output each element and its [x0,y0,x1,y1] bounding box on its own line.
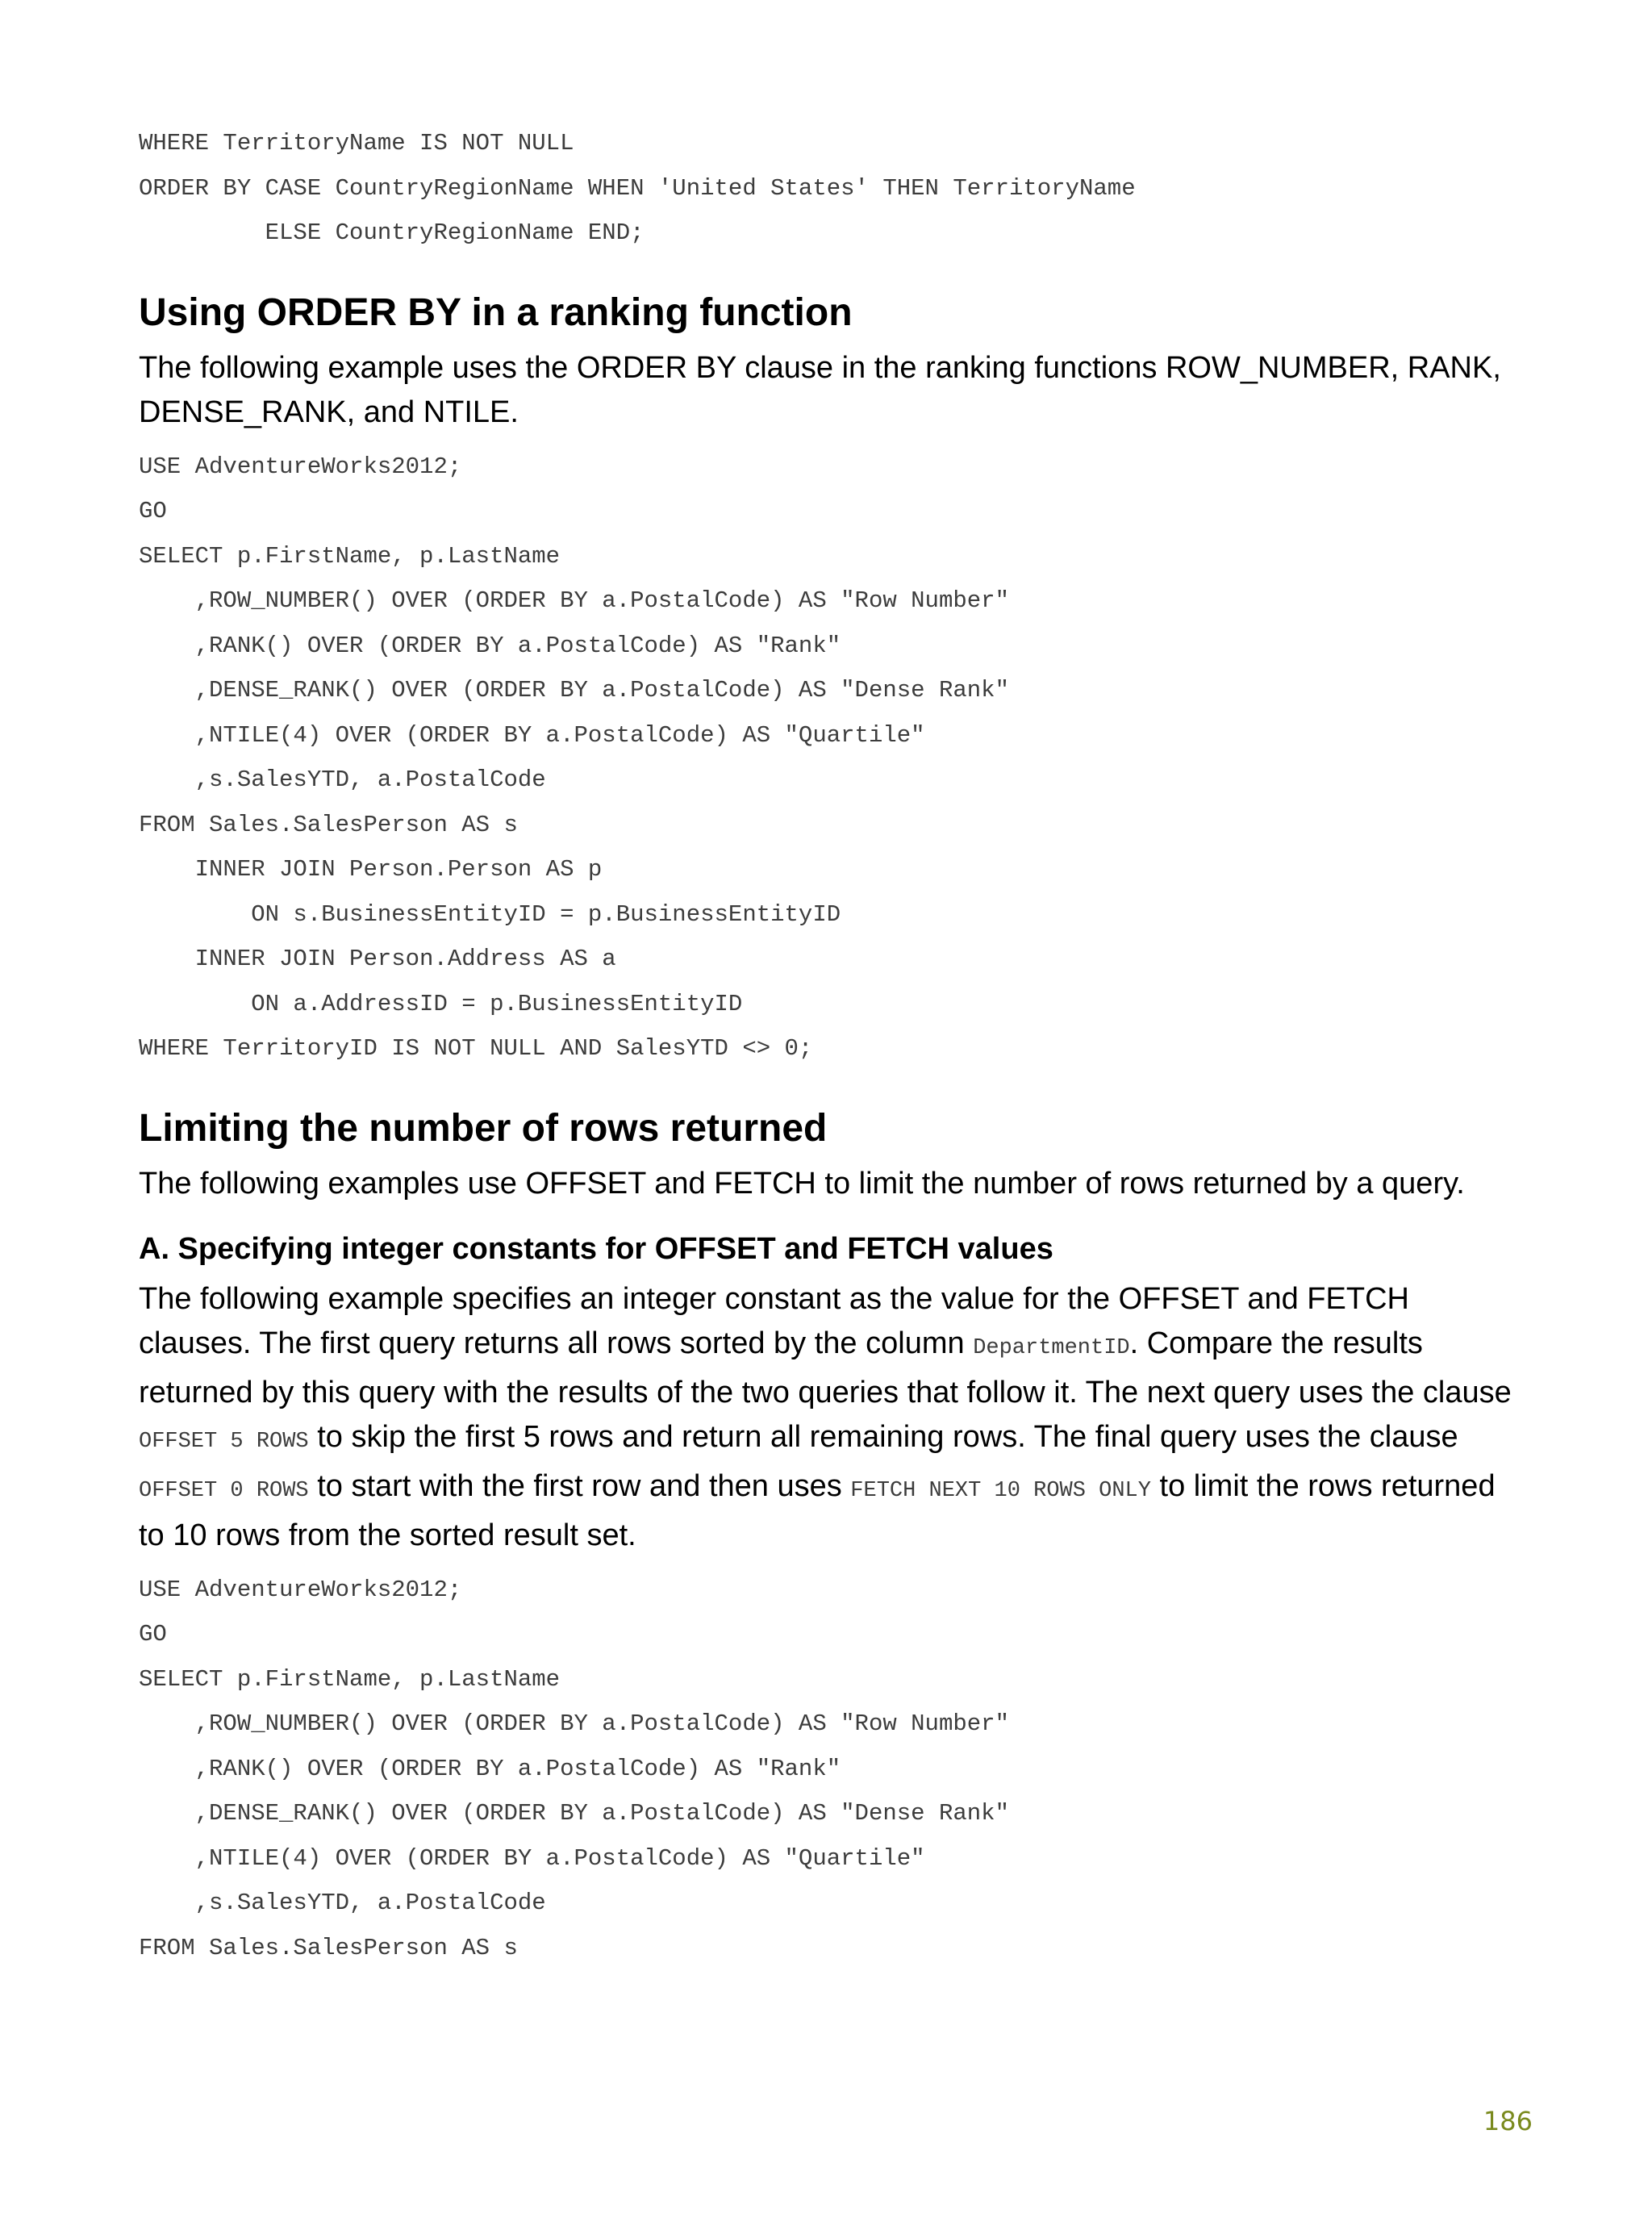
code-block-ranking [139,445,1526,1071]
subsection-paragraph-offset-fetch [139,1277,1526,1558]
code-line: USE AdventureWorks2012; [139,453,462,480]
section-paragraph-ranking: The following example uses the ORDER BY clause in the ranking functions ROW_NUMBER, RANK, DENSE_RANK, and NTILE. [139,350,1501,429]
code-block-offset-fetch [139,1568,1526,1971]
code-line: ,s.SalesYTD, a.PostalCode [139,1890,546,1916]
section-paragraph-limiting: The following examples use OFFSET and FETCH to limit the number of rows returned by a query. [139,1166,1465,1201]
paragraph-text: to limit the rows returned to 10 rows from the sorted result set. [139,1468,1496,1552]
code-line: GO [139,498,167,524]
code-line: ,ROW_NUMBER() OVER (ORDER BY a.PostalCode) AS "Row Number" [139,1710,1009,1737]
section-title-ranking: Using ORDER BY in a ranking function [139,290,853,334]
inline-code-fetch-next: FETCH NEXT 10 ROWS ONLY [850,1478,1151,1503]
code-line: GO [139,1621,167,1648]
code-line: ORDER BY CASE CountryRegionName WHEN 'United States' THEN TerritoryName [139,174,1136,202]
code-line: FROM Sales.SalesPerson AS s [139,1934,518,1961]
code-line: ,DENSE_RANK() OVER (ORDER BY a.PostalCode) AS "Dense Rank" [139,1800,1009,1827]
code-block-order-by-case [139,121,1526,256]
subsection-title-offset-fetch: A. Specifying integer constants for OFFSET and FETCH values [139,1231,1053,1266]
code-line: SELECT p.FirstName, p.LastName [139,542,561,570]
code-line: INNER JOIN Person.Address AS a [139,946,616,972]
paragraph-text: to skip the first 5 rows and return all remaining rows. The final query uses the clause [308,1419,1458,1454]
code-line: FROM Sales.SalesPerson AS s [139,811,518,838]
document-page [139,121,1526,1970]
code-line: ,NTILE(4) OVER (ORDER BY a.PostalCode) AS "Quartile" [139,1844,925,1872]
code-line: ,RANK() OVER (ORDER BY a.PostalCode) AS "Rank" [139,1755,841,1782]
code-line: ,ROW_NUMBER() OVER (ORDER BY a.PostalCode) AS "Row Number" [139,587,1009,614]
inline-code-offset-0-rows: OFFSET 0 ROWS [139,1478,309,1503]
code-line: ,NTILE(4) OVER (ORDER BY a.PostalCode) AS "Quartile" [139,721,925,749]
code-line: SELECT p.FirstName, p.LastName [139,1665,561,1693]
inline-code-department-id: DepartmentID [973,1335,1130,1360]
code-line: ELSE CountryRegionName END; [139,219,645,246]
code-line: INNER JOIN Person.Person AS p [139,856,603,883]
paragraph-text: The following example specifies an integer constant as the value for the OFFSET and FETCH clauses. The first query returns all rows sorted by the column [139,1281,1409,1360]
code-line: ,RANK() OVER (ORDER BY a.PostalCode) AS "Rank" [139,632,841,659]
inline-code-offset-5-rows: OFFSET 5 ROWS [139,1429,309,1454]
code-line: USE AdventureWorks2012; [139,1576,462,1603]
code-line: WHERE TerritoryID IS NOT NULL AND SalesYTD <> 0; [139,1035,813,1062]
section-title-limiting: Limiting the number of rows returned [139,1106,828,1150]
code-line: ON s.BusinessEntityID = p.BusinessEntityID [139,900,841,928]
paragraph-text: to start with the first row and then uses [308,1468,851,1503]
paragraph-text: . Compare the results returned by this query with the results of the two queries that follow it. The next query uses the clause [139,1326,1512,1410]
page-number: 186 [1483,2106,1533,2136]
code-line: ,DENSE_RANK() OVER (ORDER BY a.PostalCode) AS "Dense Rank" [139,677,1009,704]
code-line: WHERE TerritoryName IS NOT NULL [139,130,574,157]
code-line: ,s.SalesYTD, a.PostalCode [139,766,546,793]
code-line: ON a.AddressID = p.BusinessEntityID [139,990,743,1017]
